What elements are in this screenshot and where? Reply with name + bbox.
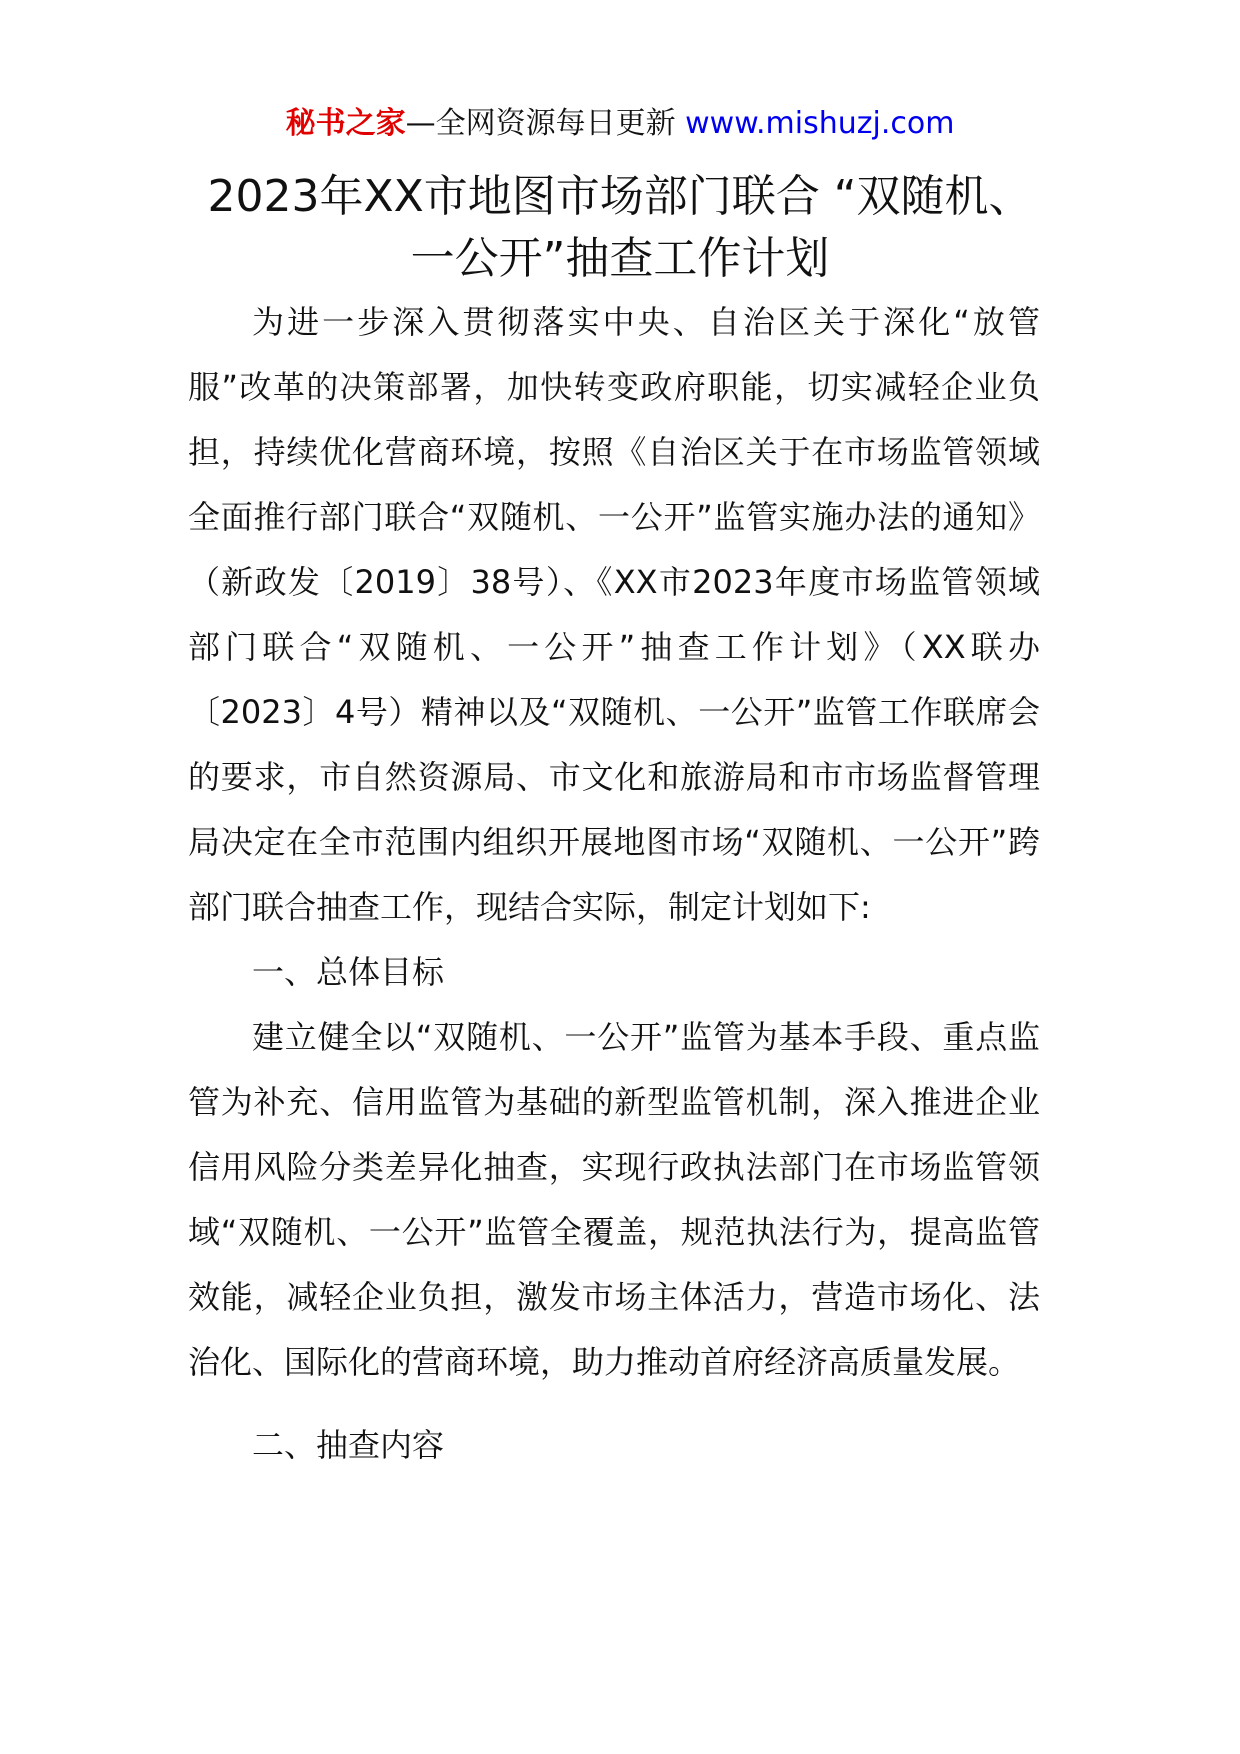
banner-tagline: —全网资源每日更新 [405,106,676,141]
site-banner [0,104,1240,144]
title-line-1: 2023年XX市地图市场部门联合 “双随机、 [207,171,1033,222]
section-heading-2: 二、抽查内容 [252,1426,445,1464]
brand-name: 秘书之家 [285,106,406,141]
title-line-2: 一公开”抽查工作计划 [410,233,830,284]
document-title [120,166,1120,290]
intro-paragraph: 为进一步深入贯彻落实中央、自治区关于深化“放管服”改革的决策部署，加快转变政府职能，切实减轻企业负担，持续优化营商环境，按照《自治区关于在市场监管领域全面推行部门联合“双随机、一公开”监管实施办法的通知》（新政发〔2019〕38号）、《XX市2023年度市场监管领域部门联合“双随机、一公开”抽查工作计划》（XX联办〔2023〕4号）精神以及“双随机、一公开”监管工作联席会的要求，市自然资源局、市文化和旅游局和市市场监督管理局决定在全市范围内组织开展地图市场“双随机、一公开”跨部门联合抽查工作，现结合实际，制定计划如下: [188,303,1040,926]
section-heading-1: 一、总体目标 [252,953,445,991]
site-link[interactable]: www.mishuzj.com [685,106,955,141]
document-body [188,290,1040,1478]
goal-paragraph: 建立健全以“双随机、一公开”监管为基本手段、重点监管为补充、信用监管为基础的新型监管机制，深入推进企业信用风险分类差异化抽查，实现行政执法部门在市场监管领域“双随机、一公开”监管全覆盖，规范执法行为，提高监管效能，减轻企业负担，激发市场主体活力，营造市场化、法治化、国际化的营商环境，助力推动首府经济高质量发展。 [188,1018,1040,1381]
